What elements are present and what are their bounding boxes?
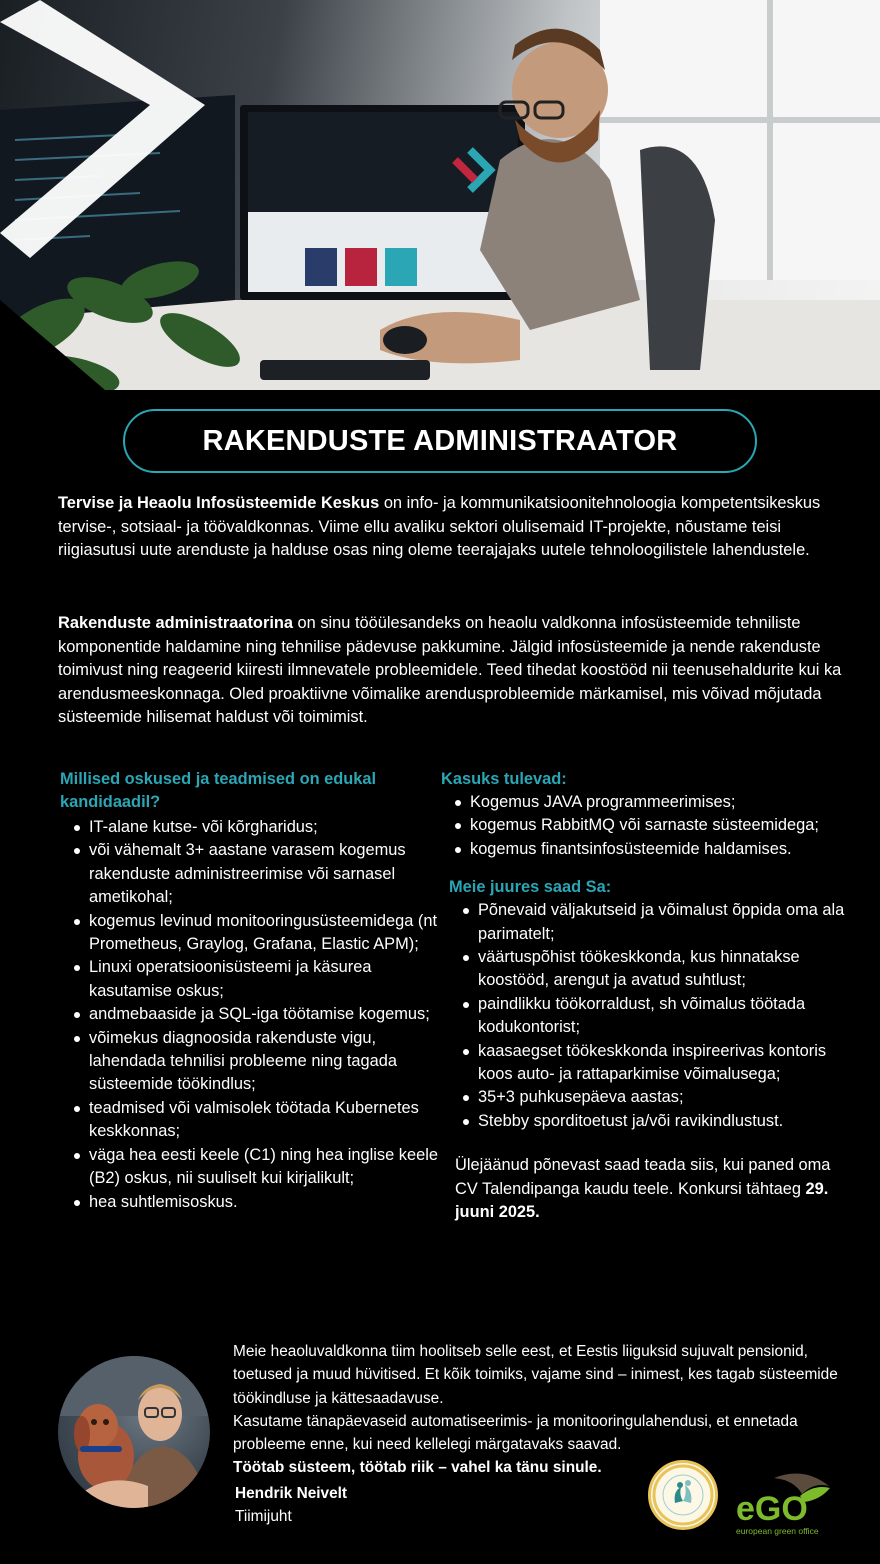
list-item: kogemus finantsinfosüsteemide haldamises. xyxy=(441,838,861,861)
signer-role: Tiimijuht xyxy=(235,1508,292,1525)
job-title-box xyxy=(123,409,757,473)
offer-list xyxy=(449,899,861,1133)
ego-logo-mark xyxy=(734,1470,844,1540)
team-description xyxy=(233,1340,853,1480)
list-item: või vähemalt 3+ aastane varasem kogemus rakenduste administreerimise või sarnasel ametikohal; xyxy=(60,839,440,909)
ego-mark-text: eGO xyxy=(736,1490,808,1528)
hero-illustration xyxy=(0,0,880,390)
signer-name: Hendrik Neivelt xyxy=(235,1485,348,1502)
list-item: Põnevaid väljakutseid ja võimalust õppida oma ala parimatelt; xyxy=(449,899,861,946)
list-item: väärtuspõhist töökeskkonda, kus hinnatakse koostööd, arengut ja avatud suhtlust; xyxy=(449,946,861,993)
avatar-illustration xyxy=(58,1356,210,1508)
list-item: kaasaegset töökeskkonda inspireerivas kontoris koos auto- ja rattaparkimise võimalusega; xyxy=(449,1040,861,1087)
skills-list xyxy=(60,816,440,1214)
right-column xyxy=(441,768,861,1225)
skills-section xyxy=(60,768,440,1214)
plus-list xyxy=(441,791,861,861)
team-line-1: Meie heaoluvaldkonna tiim hoolitseb selle eest, et Eestis liiguksid sujuvalt pensionid, toetused ja muud hüvitised. Et kõik toimiks, vajame sind – inimest, kes tagab süsteemide töökindluse ja kättesaadavuse. xyxy=(233,1343,838,1407)
plus-heading: Kasuks tulevad: xyxy=(441,770,567,788)
list-item: Kogemus JAVA programmeerimises; xyxy=(441,791,861,814)
list-item: väga hea eesti keele (C1) ning hea inglise keele (B2) oskus, nii suuliselt kui kirjalikult; xyxy=(60,1144,440,1191)
intro-paragraph xyxy=(58,492,848,563)
avatar xyxy=(58,1356,210,1508)
role-paragraph xyxy=(58,612,848,730)
plus-section xyxy=(441,768,861,861)
team-quote: Töötab süsteem, töötab riik – vahel ka tänu sinule. xyxy=(233,1459,602,1477)
list-item: andmebaaside ja SQL-iga töötamise kogemus; xyxy=(60,1003,440,1026)
ego-logo-text: european green office xyxy=(736,1526,819,1536)
skills-heading: Millised oskused ja teadmised on edukal kandidaadil? xyxy=(60,770,377,811)
offer-heading: Meie juures saad Sa: xyxy=(449,878,612,897)
job-title: RAKENDUSTE ADMINISTRAATOR xyxy=(202,424,678,457)
role-text: on sinu tööülesandeks on heaolu valdkonna infosüsteemide tehniliste komponentide haldamine ning tehnilise pädevuse pakkumine. Jälgid infosüsteemide ja nende rakenduste toimivust ning reageerid kiiresti ilmnevatele probleemidele. Teed tihedat koostööd nii teenusehaldurite kui ka arendusmeeskonnaga. Oled proaktiivne võimalike arendusprobleemide märkamisel, mis võivad mõjutada süsteemide hilisemat haldust või toimimist. xyxy=(58,614,842,727)
list-item: Stebby sporditoetust ja/või ravikindlustust. xyxy=(449,1110,861,1133)
badge-icon xyxy=(651,1463,715,1527)
intro-text: on info- ja kommunikatsioonitehnoloogia kompetentsikeskus tervise-, sotsiaal- ja töövaldkonnas. Viime ellu avaliku sektori olulisemaid IT-projekte, nõustame teisi riigiasutusi uute arenduste ja halduse osas ning oleme teerajajaks uutele tehnoloogilistele lahendustele. xyxy=(58,494,821,560)
list-item: hea suhtlemisoskus. xyxy=(60,1191,440,1214)
list-item: võimekus diagnoosida rakenduste vigu, lahendada tehnilisi probleeme ning tagada süsteemide töökindlus; xyxy=(60,1027,440,1097)
hero-photo xyxy=(0,0,880,390)
list-item: paindlikku töökorraldust, sh võimalus töötada kodukontorist; xyxy=(449,993,861,1040)
closing-paragraph xyxy=(441,1154,841,1224)
org-name: Tervise ja Heaolu Infosüsteemide Keskus xyxy=(58,494,380,512)
closing-text: Ülejäänud põnevast saad teada siis, kui paned oma CV Talendipanga kaudu teele. Konkursi tähtaeg xyxy=(455,1156,831,1198)
deadline: 29. juuni 2025. xyxy=(455,1179,829,1222)
list-item: kogemus levinud monitooringusüsteemidega (nt Prometheus, Graylog, Grafana, Elastic APM); xyxy=(60,910,440,957)
role-lead: Rakenduste administraatorina xyxy=(58,614,293,632)
family-friendly-badge xyxy=(648,1460,718,1530)
list-item: Linuxi operatsioonisüsteemi ja käsurea kasutamise oskus; xyxy=(60,956,440,1003)
list-item: 35+3 puhkusepäeva aastas; xyxy=(449,1086,861,1109)
list-item: IT-alane kutse- või kõrgharidus; xyxy=(60,816,440,839)
team-line-2: Kasutame tänapäevaseid automatiseerimis- ja monitooringulahendusi, et ennetada probleeme enne, kui need kellelegi märgatavaks saavad. xyxy=(233,1412,798,1454)
list-item: kogemus RabbitMQ või sarnaste süsteemidega; xyxy=(441,814,861,837)
ego-logo xyxy=(734,1470,844,1540)
list-item: teadmised või valmisolek töötada Kubernetes keskkonnas; xyxy=(60,1097,440,1144)
offer-section xyxy=(441,876,861,1133)
